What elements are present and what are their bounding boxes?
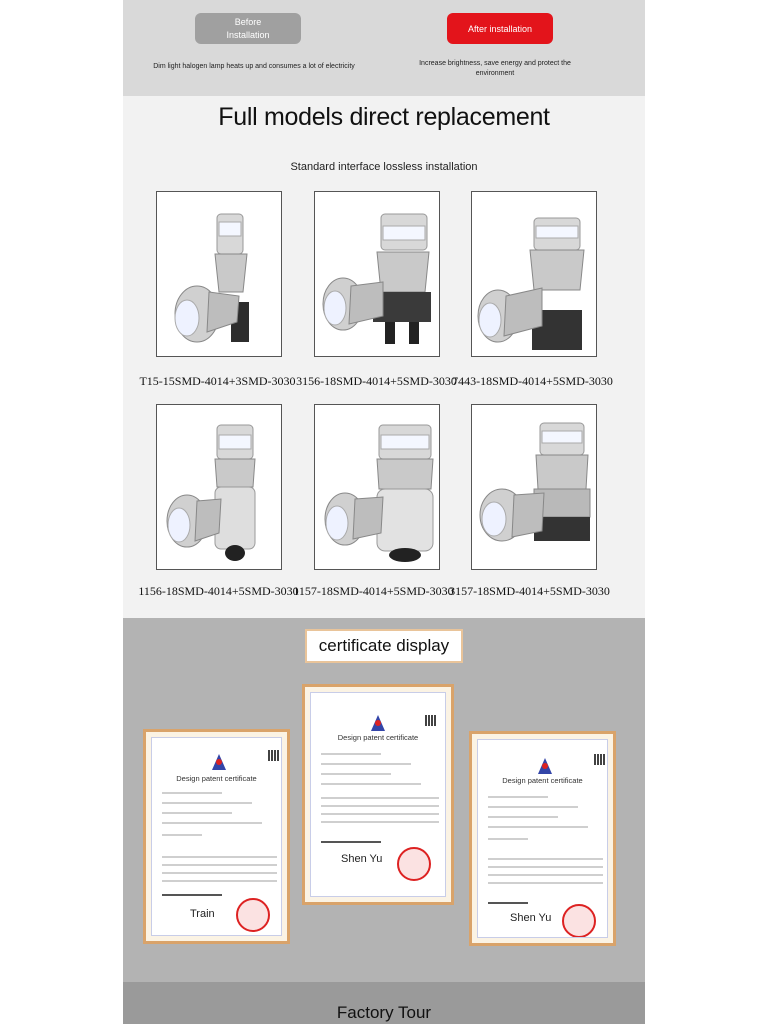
certificate-heading: certificate display: [305, 629, 463, 663]
patent-logo-icon: [536, 756, 554, 776]
official-seal-icon: [397, 847, 431, 881]
certificate-card[interactable]: [143, 729, 290, 944]
product-image-7443: [471, 191, 597, 357]
product-label-t15: T15-15SMD-4014+3SMD-3030: [139, 374, 296, 388]
certificate-document: [477, 739, 608, 938]
product-label-1156: 1156-18SMD-4014+5SMD-3030: [138, 584, 299, 598]
patent-logo-icon: [210, 752, 228, 772]
product-image-3157: [471, 404, 597, 570]
after-caption: Increase brightness, save energy and protect the environment: [419, 60, 571, 77]
qr-code-icon: [425, 715, 436, 726]
product-label-1157: 1157-18SMD-4014+5SMD-3030: [293, 584, 454, 598]
product-label-3156: 3156-18SMD-4014+5SMD-3030: [296, 374, 457, 388]
models-title: Full models direct replacement: [218, 103, 550, 131]
qr-code-icon: [268, 750, 279, 761]
product-image-3156: [314, 191, 440, 357]
bulb-3156-icon: [315, 192, 439, 356]
certificate-document: [310, 692, 446, 897]
official-seal-icon: [562, 904, 596, 938]
bulb-3157-icon: [472, 405, 596, 569]
certificate-title: Design patent certificate: [337, 733, 419, 742]
product-image-t15: [156, 191, 282, 357]
certificate-document: [151, 737, 282, 936]
product-label-3157: 3157-18SMD-4014+5SMD-3030: [449, 584, 610, 598]
models-subtitle: Standard interface lossless installation: [290, 161, 478, 173]
bulb-1156-icon: [157, 405, 281, 569]
certificate-title: Design patent certificate: [176, 774, 257, 783]
certificate-card[interactable]: [302, 684, 454, 905]
factory-title: Factory Tour: [336, 1003, 432, 1022]
qr-code-icon: [594, 754, 605, 765]
patent-logo-icon: [369, 713, 387, 733]
certificate-signature: Shen Yu: [341, 853, 383, 865]
certificate-card[interactable]: [469, 731, 616, 946]
after-installation-button[interactable]: After installation: [447, 13, 553, 44]
product-label-7443: 7443-18SMD-4014+5SMD-3030: [452, 374, 613, 388]
product-image-1156: [156, 404, 282, 570]
bulb-wedge-icon: [157, 192, 281, 356]
page-column: [123, 0, 645, 1024]
bulb-7443-icon: [472, 192, 596, 356]
certificate-title: Design patent certificate: [502, 776, 583, 785]
before-caption: Dim light halogen lamp heats up and consumes a lot of electricity: [153, 63, 355, 70]
before-installation-button[interactable]: Before Installation: [195, 13, 301, 44]
certificate-signature: Shen Yu: [510, 912, 552, 924]
certificate-signature: Train: [190, 908, 215, 920]
official-seal-icon: [236, 898, 270, 932]
bulb-1157-icon: [315, 405, 439, 569]
before-after-section: [123, 0, 645, 96]
product-image-1157: [314, 404, 440, 570]
